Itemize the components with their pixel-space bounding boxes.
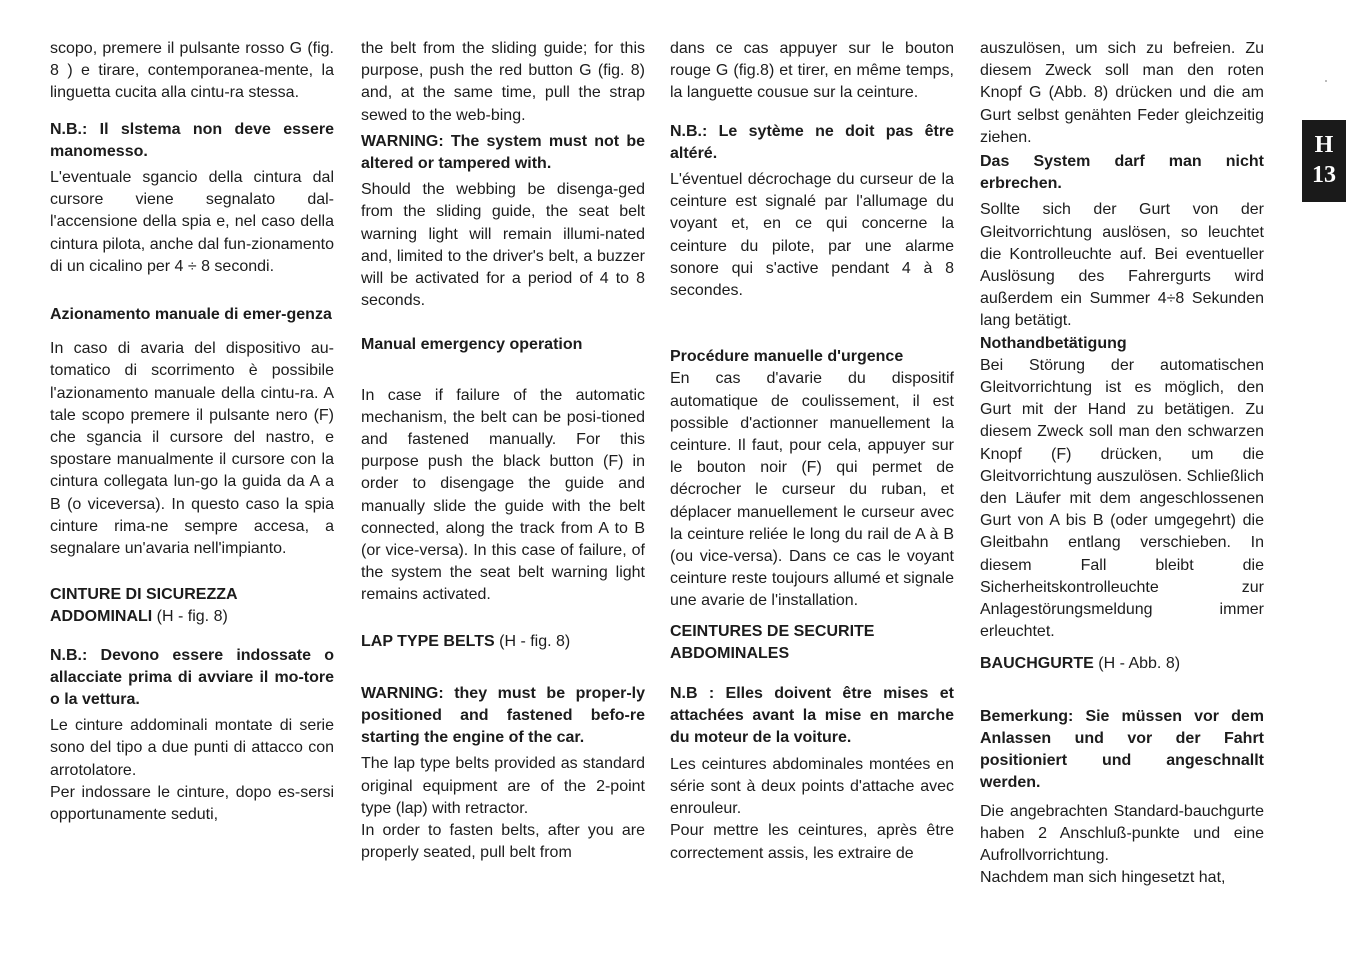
column-italian [50,38,334,826]
paragraph: Bei Störung der automatischen Gleitvorrichtung ist es möglich, den Gurt mit der Hand zu betätigen. Zu diesem Zweck soll man den schwarzen Knopf (F) drücken, um die Gleitvorrichtung auszulösen. Schließlich den Läufer mit dem angeschlossenen Gurt von A bis B (oder umgegehrt) die Gleitbahn entlang verschieben. In diesem Fall bleibt die Sicherheitskontrolleuchte zur Anlagestörungsmeldung immer erleuchtet. [980,356,1264,641]
paragraph: Should the webbing be disenga-ged from the sliding guide, the seat belt warning light will remain illumi-nated and, limited to the driver's belt, a buzzer will be activated for a period of 4 to 8 seconds. [361,181,645,310]
section-title [361,631,645,653]
paragraph: En cas d'avarie du dispositif automatique de coulissement, il est possible d'actionner manuellement la ceinture. Il faut, pour cela, appuyer sur le bouton noir (F) qui permet de décrocher le curseur du ruban, et déplacer manuellement le curseur avec la ceinture reliée le long du rail de A à B (ou vice-versa). Dans ce cas le voyant ceinture reste toujours allumé et signale une avarie de l'installation. [670,370,954,610]
section-heading: Azionamento manuale di emer-genza [50,306,332,324]
page-number: 13 [1312,162,1336,188]
paragraph: scopo, premere il pulsante rosso G (fig. 8 ) e tirare, contemporanea-mente, la linguetta cucita alla cintu-ra stessa. [50,40,334,102]
paragraph: L'éventuel décrochage du curseur de la ceinture est signalé par l'allumage du voyant et, en ce qui concerne la ceinture du pilote, par une alarme sonore qui s'active pendant 4 à 8 secondes. [670,171,954,300]
section-heading: Manual emergency operation [361,336,583,354]
section-tab [1302,120,1346,202]
section-title [980,653,1264,675]
section-title [50,584,334,628]
paragraph: In order to fasten belts, after you are properly seated, pull belt from [361,822,645,862]
section-ref: (H - fig. 8) [156,608,228,626]
paragraph: In caso di avaria del dispositivo au-tomatico di scorrimento è possibile l'azionamento manuale della cintu-ra. A tale scopo premere il pulsante nero (F) che sgancia il cursore del nastro, e spostare manualmente il cursore con la cintura collegata lun-go la guida da A a B (o viceversa). In questo caso la spia cinture rima-ne sempre accesa, a segnalare un'avaria nell'impianto. [50,340,334,558]
paragraph: Nachdem man sich hingesetzt hat, [980,869,1226,887]
warning-text: N.B.: Devono essere indossate o allacciate prima di avviare il mo-tore o la vettura. [50,646,334,709]
paragraph: dans ce cas appuyer sur le bouton rouge G (fig.8) et tirer, en même temps, la languette cousue sur la ceinture. [670,40,954,102]
nb-heading: N.B.: Il slstema non deve essere manomesso. [50,120,334,160]
paragraph: In case if failure of the automatic mechanism, the belt can be posi-tioned and fastened manually. For this purpose push the black button (F) in order to disengage the guide and manually slide the guide with the belt connected, along the track from A to B (or vice-versa). In this case of failure, of the system the seat belt warning light remains activated. [361,386,645,604]
paragraph: auszulösen, um sich zu befreien. Zu diesem Zweck soll man den roten Knopf G (Abb. 8) drücken und die am Gurt selbst genähten Feder gleichzeitig ziehen. [980,40,1264,146]
paragraph: Per indossare le cinture, dopo es-sersi opportunamente seduti, [50,783,334,824]
paragraph: Les ceintures abdominales montées en série sont à deux points d'attache avec enrouleur. [670,755,954,818]
section-ref: (H - Abb. 8) [1098,655,1181,673]
column-german [980,38,1264,889]
nb-heading: N.B.: Le sytème ne doit pas être altéré. [670,122,954,162]
section-title-text: LAP TYPE BELTS [361,632,495,650]
warning-text: N.B : Elles doivent être mises et attachées avant la mise en marche du moteur de la voiture. [670,685,954,747]
section-title-text: CINTURE DI SICUREZZA ADDOMINALI [50,586,237,626]
section-title-text: CEINTURES DE SECURITE ABDOMINALES [670,622,875,662]
section-title-text: BAUCHGURTE [980,655,1094,673]
paragraph: the belt from the sliding guide; for this purpose, push the red button G (fig. 8) and, at the same time, pull the strap sewed to the web-bing. [361,40,645,124]
scan-mark [1325,80,1327,82]
paragraph: Pour mettre les ceintures, après être correctement assis, les extraire de [670,822,954,862]
warning-text: WARNING: they must be proper-ly positioned and fastened befo-re starting the engine of the car. [361,684,645,747]
warning-heading: WARNING: The system must not be altered or tampered with. [361,132,645,173]
paragraph: L'eventuale sgancio della cintura dal cursore viene segnalato dal-l'accensione della spia e, nel caso della cintura pilota, anche dal fun-zionamento di un cicalino per 4 ÷ 8 secondi. [50,169,334,275]
tab-letter: H [1314,132,1334,158]
section-ref: (H - fig. 8) [499,632,571,650]
paragraph: Sollte sich der Gurt von der Gleitvorrichtung auslösen, so leuchtet die Kontrolleuchte auf. Bei eventueller Auslösung des Fahrergurts wird außerdem ein Summer 4÷8 Sekunden lang betätigt. [980,201,1264,330]
nb-heading: Das System darf man nicht erbrechen. [980,153,1264,193]
section-heading: Nothandbetätigung [980,334,1127,352]
section-heading: Procédure manuelle d'urgence [670,348,904,366]
paragraph: Le cinture addominali montate di serie sono del tipo a due punti di attacco con arrotolatore. [50,717,334,779]
paragraph: The lap type belts provided as standard original equipment are of the 2-point type (lap) with retractor. [361,755,645,817]
paragraph: Die angebrachten Standard-bauchgurte haben 2 Anschluß-punkte und eine Aufrollvorrichtung. [980,802,1264,864]
warning-text: Bemerkung: Sie müssen vor dem Anlassen und vor der Fahrt positioniert und angeschnallt werden. [980,707,1264,792]
section-title [670,621,954,665]
column-english [361,38,645,865]
column-french [670,38,954,865]
